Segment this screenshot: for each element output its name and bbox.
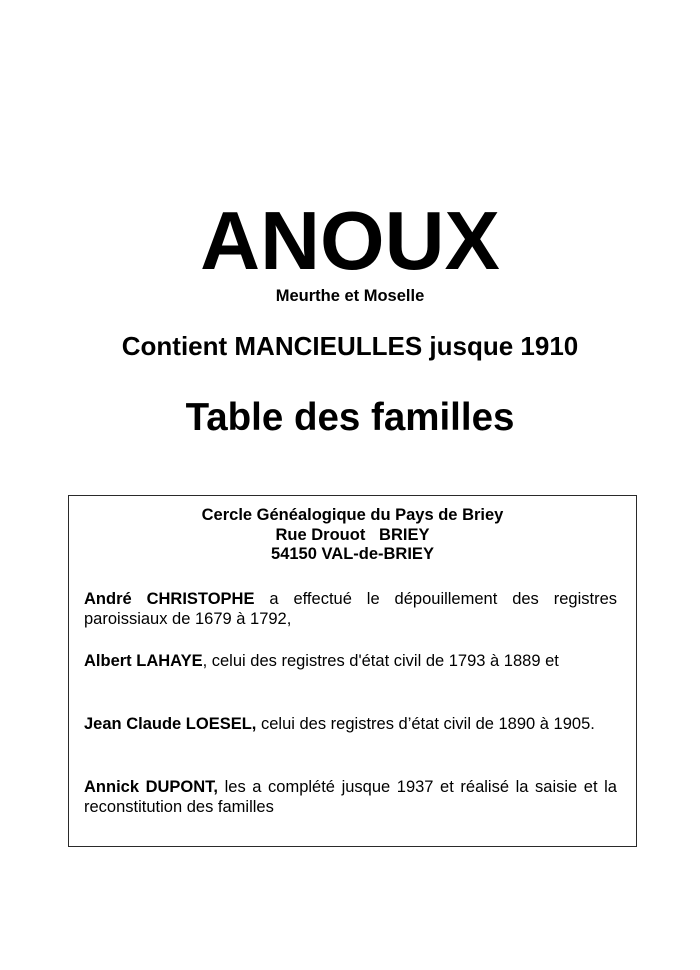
organization-city: 54150 VAL-de-BRIEY	[271, 545, 434, 563]
credits-box	[68, 495, 637, 847]
organization-name: Cercle Généalogique du Pays de Briey	[201, 506, 504, 524]
credit-paragraph	[84, 589, 617, 629]
credit-paragraph	[84, 777, 617, 817]
table-title: Table des familles	[185, 396, 515, 439]
credit-paragraph	[84, 714, 617, 734]
organization-street: Rue Drouot BRIEY	[275, 525, 430, 544]
contributor-name: André CHRISTOPHE	[84, 590, 255, 608]
contribution-text: , celui des registres d'état civil de 1793 à 1889 et	[202, 652, 559, 670]
contributor-name: Jean Claude LOESEL,	[84, 715, 257, 733]
contribution-text: a effectué le dépouillement des registres paroissiaux de 1679 à 1792,	[84, 590, 617, 628]
contribution-text: celui des registres d’état civil de 1890 à 1905.	[256, 715, 595, 733]
contributor-name: Albert LAHAYE	[84, 652, 203, 670]
contribution-text: les a complété jusque 1937 et réalisé la saisie et la reconstitution des familles	[84, 778, 617, 816]
contributor-name: Annick DUPONT,	[84, 778, 219, 796]
organization-address	[69, 506, 636, 565]
credit-paragraph	[84, 651, 617, 671]
contains-note: Contient MANCIEULLES jusque 1910	[121, 331, 579, 361]
region-subtitle: Meurthe et Moselle	[275, 287, 425, 305]
village-title: ANOUX	[200, 194, 500, 287]
